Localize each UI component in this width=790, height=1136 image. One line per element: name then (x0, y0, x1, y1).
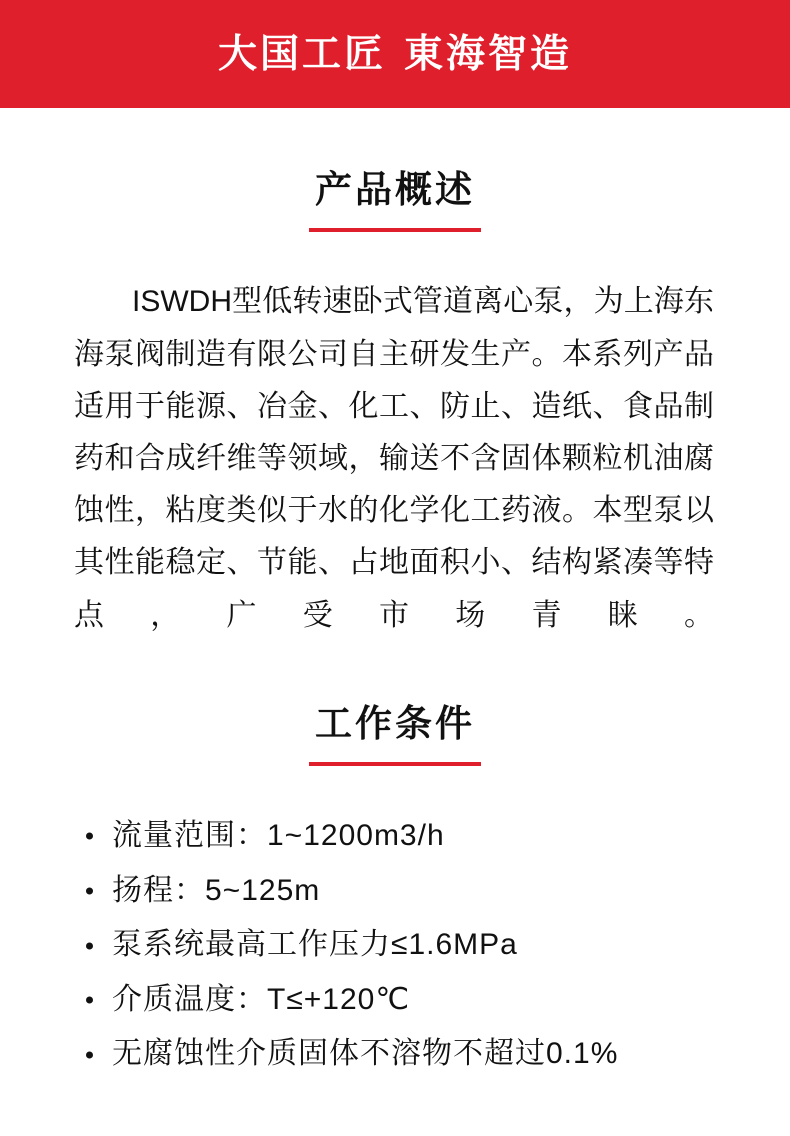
list-item (82, 867, 748, 916)
list-item-label: 无腐蚀性介质固体不溶物不超过0.1% (112, 1037, 619, 1071)
list-item (82, 921, 748, 970)
bullet-icon (86, 887, 93, 894)
bullet-icon (86, 997, 93, 1004)
bullet-icon (86, 833, 93, 840)
list-item (82, 1030, 748, 1079)
overview-heading: 产品概述 (315, 169, 475, 210)
banner-center (38, 0, 752, 108)
banner-right-bar (752, 0, 790, 108)
working-heading-rule (309, 762, 481, 766)
list-item-label: 泵系统最高工作压力≤1.6MPa (112, 928, 518, 962)
overview-heading-block (42, 168, 748, 232)
bullet-icon (86, 1051, 93, 1058)
list-item-label: 流量范围：1~1200m3/h (112, 819, 445, 853)
overview-paragraph-wrapper (42, 276, 748, 641)
banner-left-bar (0, 0, 38, 108)
working-heading-block (42, 702, 748, 766)
list-item (82, 976, 748, 1025)
list-item-label: 介质温度：T≤+120℃ (112, 982, 411, 1016)
overview-paragraph: ISWDH型低转速卧式管道离心泵，为上海东海泵阀制造有限公司自主研发生产。本系列产品适用于能源、冶金、化工、防止、造纸、食品制药和合成纤维等领域，输送不含固体颗粒机油腐蚀性，粘度类似于水的化学化工药液。本型泵以其性能稳定、节能、占地面积小、结构紧凑等特点，广受市场青睐。 (74, 285, 714, 632)
list-item-label: 扬程：5~125m (112, 873, 321, 907)
working-conditions-section (0, 702, 790, 1079)
working-conditions-list (42, 812, 748, 1079)
list-item (82, 812, 748, 861)
banner-title-left: 大国工匠 (217, 32, 386, 76)
overview-heading-rule (309, 228, 481, 232)
bullet-icon (86, 942, 93, 949)
working-conditions-heading: 工作条件 (315, 702, 475, 744)
header-banner (0, 0, 790, 108)
product-overview-section (0, 168, 790, 642)
banner-title-right: 東海智造 (404, 32, 573, 76)
banner-title (217, 32, 573, 76)
